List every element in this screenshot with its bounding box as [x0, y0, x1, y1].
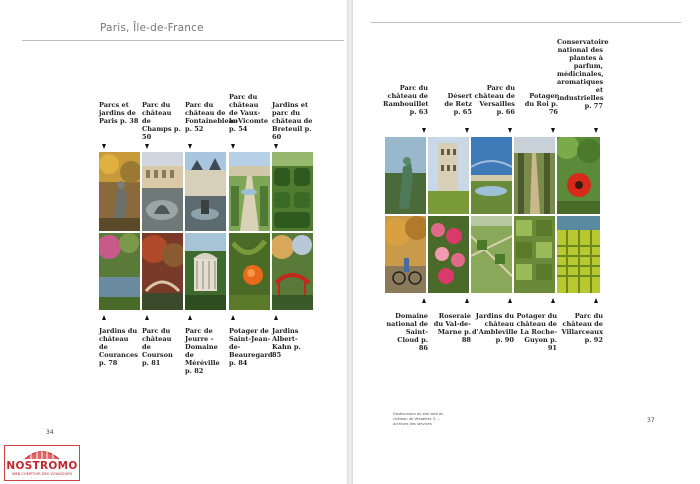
pointer-arrow [145, 144, 149, 149]
pointer-arrow [508, 298, 512, 303]
pointer-arrow [231, 315, 235, 320]
caption-la-roche-guyon: Potager du château de La Roche-Guyon p. 91 [516, 312, 557, 352]
pointer-arrow [465, 128, 469, 133]
caption-saint-cloud: Domaine national de Saint-Cloud p. 86 [386, 312, 428, 352]
photo-la-roche-guyon [514, 216, 555, 293]
photo-conservatoire-plantes [557, 137, 600, 214]
photo-vaux-le-vicomte [229, 152, 270, 231]
caption-roseraie: Roseraie du Val-de-Marne p. 88 [433, 312, 471, 344]
pointer-arrow [422, 298, 426, 303]
caption-saint-jean-de-beauregard: Potager de Saint-Jean-de-Beauregard p. 84 [229, 327, 273, 367]
page-number-left: 34 [46, 429, 54, 436]
left-page [0, 0, 347, 484]
logo-tagline: WEB COMPTOIR DES VOYAGEURS [11, 472, 73, 476]
pointer-arrow [508, 128, 512, 133]
pointer-arrow [594, 128, 598, 133]
photo-credit: Gestionnaire du site web du château de Versailles © ... Archives des services [393, 412, 444, 426]
header-rule [22, 40, 344, 41]
pointer-arrow [102, 315, 106, 320]
pointer-arrow [465, 298, 469, 303]
pointer-arrow [551, 298, 555, 303]
running-head-title: Paris, Île-de-France [100, 22, 204, 34]
caption-versailles: Parc du château de Versailles p. 66 [474, 84, 515, 116]
caption-villarceaux: Parc du château de Villarceaux p. 92 [561, 312, 603, 344]
header-rule [371, 22, 681, 23]
photo-rambouillet [385, 137, 426, 214]
photo-breteuil [272, 152, 313, 231]
caption-parcs-jardins-paris: Parcs et jardins de Paris p. 38 [99, 101, 139, 125]
photo-mereville-temple [185, 233, 226, 310]
pointer-arrow [274, 144, 278, 149]
pointer-arrow [102, 144, 106, 149]
photo-saint-jean-de-beauregard [229, 233, 270, 310]
photo-potager-du-roi [514, 137, 555, 214]
logo-brand: NOSTROMO [6, 460, 78, 472]
pointer-arrow [274, 315, 278, 320]
photo-courances [99, 233, 140, 310]
photo-ambleville [471, 216, 512, 293]
logo-roof-icon [5, 446, 79, 460]
photo-desert-de-retz [428, 137, 469, 214]
caption-breteuil: Jardins et parc du château de Breteuil p. 60 [272, 101, 313, 141]
caption-fontainebleau: Parc du château de Fontainebleau p. 52 [185, 101, 238, 133]
photo-roseraie-val-de-marne [428, 216, 469, 293]
caption-courances: Jardins du château de Courances p. 78 [99, 327, 138, 367]
pointer-arrow [594, 298, 598, 303]
page-number-right: 37 [647, 417, 655, 424]
photo-saint-cloud [385, 216, 426, 293]
caption-desert-de-retz: Désert de Retz p. 65 [444, 92, 472, 116]
caption-champs: Parc du château de Champs p. 50 [142, 101, 181, 141]
photo-champs-fountain [142, 152, 183, 231]
pointer-arrow [188, 315, 192, 320]
photo-albert-kahn [272, 233, 313, 310]
nostromo-logo [4, 445, 80, 481]
pointer-arrow [188, 144, 192, 149]
caption-ambleville: Jardins du château d'Ambleville p. 90 [472, 312, 518, 344]
pointer-arrow [231, 144, 235, 149]
pointer-arrow [422, 128, 426, 133]
caption-mereville: Parc de Jeurre – Domaine de Méréville p. 82 [185, 327, 220, 375]
pointer-arrow [145, 315, 149, 320]
caption-rambouillet: Parc du château de Rambouillet p. 63 [383, 84, 429, 116]
caption-albert-kahn: Jardins Albert-Kahn p. 85 [272, 327, 301, 359]
photo-courson [142, 233, 183, 310]
caption-potager-du-roi: Potager du Roi p. 76 [524, 92, 558, 116]
photo-villarceaux [557, 216, 600, 293]
caption-courson: Parc du château de Courson p. 81 [142, 327, 173, 367]
caption-conservatoire-plantes: Conservatoire national des plantes à parfum, médicinales, aromatiques et industrielles p. 77 [557, 38, 609, 110]
caption-vaux-le-vicomte: Parc du château de Vaux-le-Vicomte p. 54 [229, 93, 269, 133]
photo-versailles [471, 137, 512, 214]
photo-fontainebleau [185, 152, 226, 231]
pointer-arrow [551, 128, 555, 133]
photo-statue-garden [99, 152, 140, 231]
